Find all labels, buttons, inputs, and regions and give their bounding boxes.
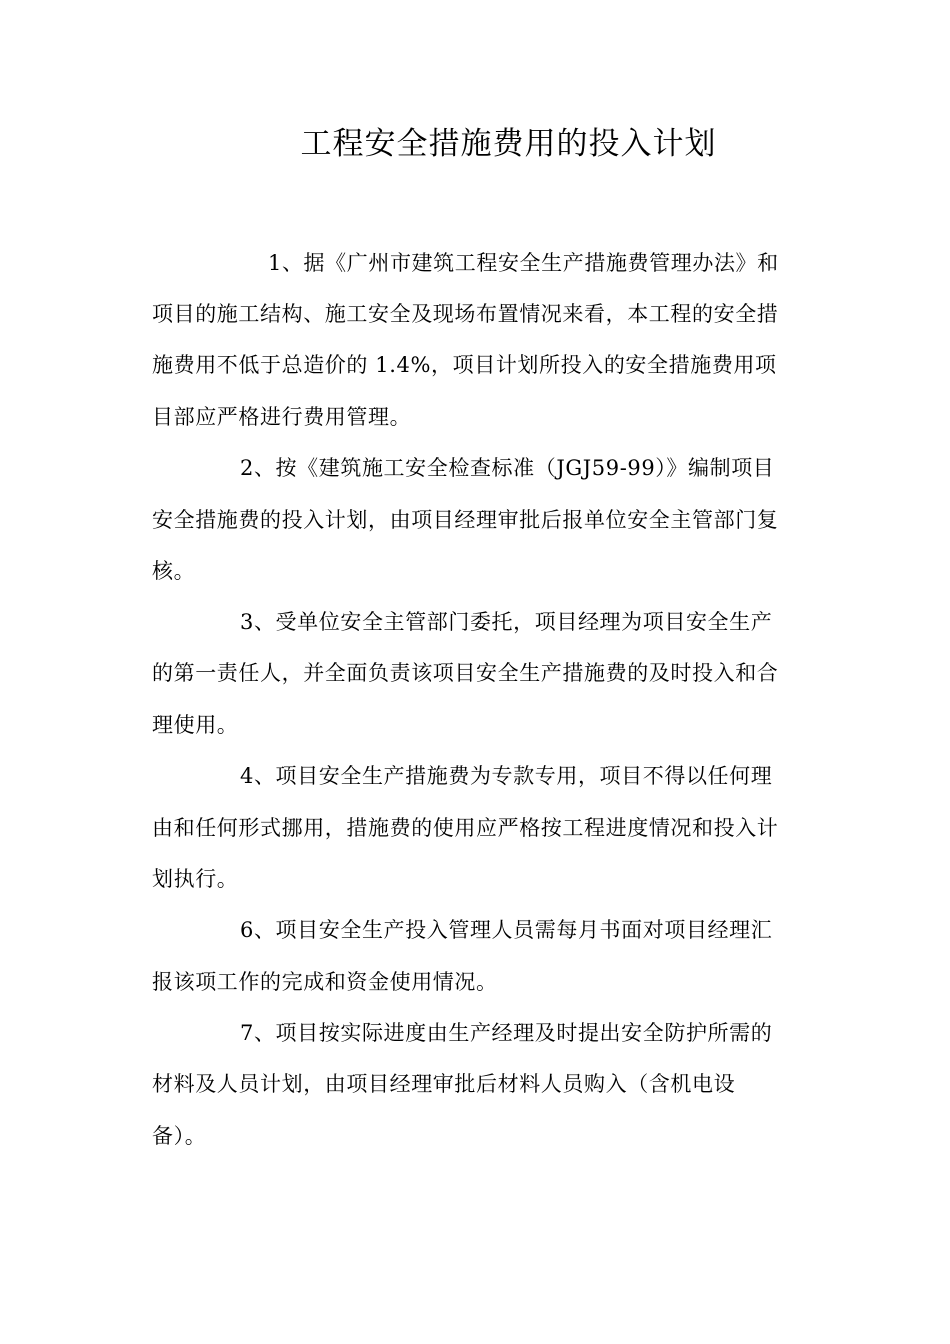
document-title: 工程安全措施费用的投入计划 bbox=[300, 126, 717, 162]
paragraph-4-line-3: 划执行。 bbox=[152, 867, 239, 891]
paragraph-4-line-2: 由和任何形式挪用，措施费的使用应严格按工程进度情况和投入计 bbox=[152, 816, 779, 840]
paragraph-5-line-1: 6、项目安全生产投入管理人员需每月书面对项目经理汇 bbox=[240, 918, 773, 942]
paragraph-1-line-2: 项目的施工结构、施工安全及现场布置情况来看，本工程的安全措 bbox=[152, 302, 779, 326]
paragraph-3-line-1: 3、受单位安全主管部门委托，项目经理为项目安全生产 bbox=[240, 610, 773, 634]
paragraph-3-line-3: 理使用。 bbox=[152, 713, 239, 737]
paragraph-2-line-2: 安全措施费的投入计划，由项目经理审批后报单位安全主管部门复 bbox=[152, 508, 779, 532]
paragraph-2-line-3: 核。 bbox=[152, 559, 196, 583]
paragraph-3-line-2: 的第一责任人，并全面负责该项目安全生产措施费的及时投入和合 bbox=[152, 661, 779, 685]
paragraph-1-line-1: 1、据《广州市建筑工程安全生产措施费管理办法》和 bbox=[268, 251, 779, 275]
paragraph-6-line-2: 材料及人员计划，由项目经理审批后材料人员购入（含机电设 bbox=[152, 1072, 736, 1096]
paragraph-2-line-1: 2、按《建筑施工安全检查标准（JGJ59-99）》编制项目 bbox=[240, 456, 775, 480]
paragraph-1-line-4: 目部应严格进行费用管理。 bbox=[152, 405, 412, 429]
paragraph-6-line-1: 7、项目按实际进度由生产经理及时提出安全防护所需的 bbox=[240, 1021, 773, 1045]
paragraph-5-line-2: 报该项工作的完成和资金使用情况。 bbox=[152, 970, 498, 994]
paragraph-6-line-3: 备）。 bbox=[152, 1124, 207, 1148]
paragraph-1-line-3: 施费用不低于总造价的 1.4%，项目计划所投入的安全措施费用项 bbox=[152, 353, 777, 377]
paragraph-4-line-1: 4、项目安全生产措施费为专款专用，项目不得以任何理 bbox=[240, 764, 773, 788]
